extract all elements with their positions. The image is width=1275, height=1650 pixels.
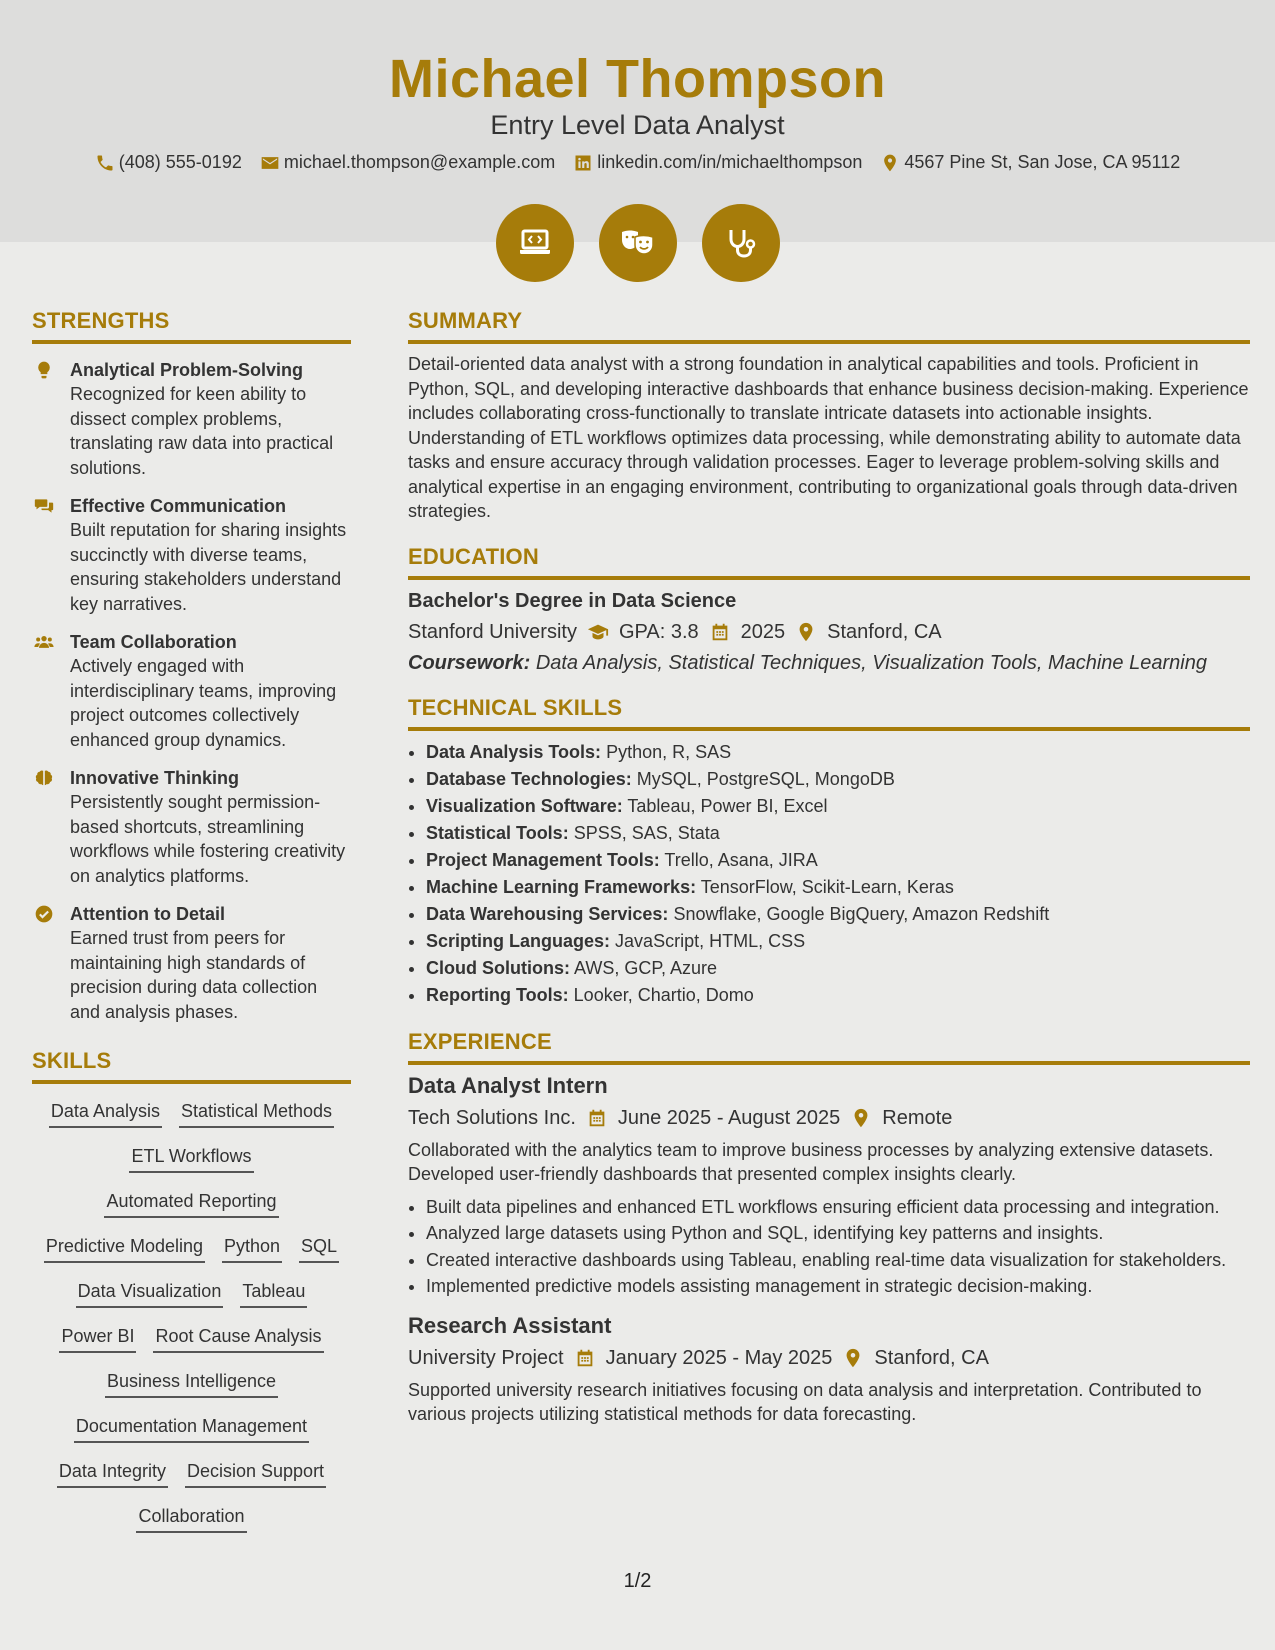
contact-linkedin[interactable] xyxy=(573,152,862,173)
comments-icon xyxy=(33,496,55,516)
technical-skills-heading: TECHNICAL SKILLS xyxy=(408,695,1250,731)
list-item: • Created interactive dashboards using Tableau, enabling real-time data visualization for stakeholders. xyxy=(426,1248,1250,1273)
strength-text: Persistently sought permission-based shortcuts, streamlining workflows while fostering creativity on analytics platforms. xyxy=(70,792,346,886)
job-dates: January 2025 - May 2025 xyxy=(605,1346,833,1369)
brain-icon xyxy=(33,768,55,788)
stethoscope-icon xyxy=(721,223,761,263)
envelope-icon xyxy=(260,153,280,173)
list-item xyxy=(426,955,1250,982)
tech-skill-value: JavaScript, HTML, CSS xyxy=(615,930,806,951)
skills-list xyxy=(32,1092,351,1542)
coursework xyxy=(408,652,1250,675)
coursework-list: Data Analysis, Statistical Techniques, Visualization Tools, Machine Learning xyxy=(535,651,1207,674)
education-heading: EDUCATION xyxy=(408,544,1250,580)
strengths-heading: STRENGTHS xyxy=(32,308,351,344)
list-item xyxy=(426,766,1250,793)
school-name: Stanford University xyxy=(408,620,577,643)
job-bullets xyxy=(408,1195,1250,1299)
strength-text: Recognized for keen ability to dissect complex problems, translating raw data into practical solutions. xyxy=(70,384,334,478)
strength-text: Earned trust from peers for maintaining high standards of precision during data collection and analysis phases. xyxy=(70,928,318,1022)
list-item xyxy=(426,820,1250,847)
phone-icon xyxy=(95,153,115,173)
tech-skill-label: Cloud Solutions: xyxy=(426,957,570,978)
contact-phone xyxy=(95,152,242,173)
strength-item xyxy=(32,494,351,616)
company-name: University Project xyxy=(408,1346,564,1369)
tech-skill-label: Database Technologies: xyxy=(426,768,632,789)
job-entry xyxy=(408,1313,1250,1427)
technical-skills-section xyxy=(408,695,1250,1009)
skill-chip: Decision Support xyxy=(185,1461,326,1488)
skill-chip: Data Analysis xyxy=(49,1101,162,1128)
email-text: michael.thompson@example.com xyxy=(283,152,556,172)
list-item xyxy=(426,739,1250,766)
tech-skill-label: Statistical Tools: xyxy=(426,822,569,843)
linkedin-icon xyxy=(573,153,593,173)
technical-skills-list xyxy=(408,739,1250,1009)
gpa: GPA: 3.8 xyxy=(618,620,699,643)
skill-chip: Data Visualization xyxy=(76,1281,224,1308)
contact-address xyxy=(880,152,1180,173)
laptop-code-icon xyxy=(515,223,555,263)
tech-skill-value: Trello, Asana, JIRA xyxy=(664,849,818,870)
contact-bar xyxy=(0,152,1275,173)
laptop-code-badge xyxy=(496,204,574,282)
skill-chip: Automated Reporting xyxy=(104,1191,278,1218)
calendar-icon xyxy=(574,1347,596,1369)
candidate-name: Michael Thompson xyxy=(388,49,887,109)
job-title: Research Assistant xyxy=(408,1312,612,1338)
skill-chip: Business Intelligence xyxy=(105,1371,278,1398)
list-item xyxy=(426,847,1250,874)
map-marker-icon xyxy=(880,153,900,173)
skill-chip: Python xyxy=(222,1236,282,1263)
tech-skill-value: Tableau, Power BI, Excel xyxy=(627,795,828,816)
strength-title: Attention to Detail xyxy=(70,904,225,924)
skill-chip: Documentation Management xyxy=(74,1416,309,1443)
calendar-icon xyxy=(586,1107,608,1129)
job-location: Remote xyxy=(882,1106,953,1129)
skill-chip: Tableau xyxy=(240,1281,307,1308)
map-marker-icon xyxy=(842,1347,864,1369)
check-circle-icon xyxy=(33,904,55,924)
left-column xyxy=(32,308,351,1542)
strength-title: Team Collaboration xyxy=(70,632,237,652)
contact-email[interactable] xyxy=(260,152,555,173)
page-number: 1/2 xyxy=(623,1570,652,1592)
skill-chip: Collaboration xyxy=(136,1506,246,1533)
tech-skill-value: Snowflake, Google BigQuery, Amazon Redshift xyxy=(673,903,1050,924)
skill-chip: Statistical Methods xyxy=(179,1101,334,1128)
tech-skill-label: Visualization Software: xyxy=(426,795,623,816)
job-meta xyxy=(408,1347,1250,1370)
school-location: Stanford, CA xyxy=(827,620,942,643)
job-entry xyxy=(408,1073,1250,1299)
tech-skill-label: Data Analysis Tools: xyxy=(426,741,602,762)
summary-text: Detail-oriented data analyst with a strong foundation in analytical capabilities and tools. Proficient in Python, SQL, and developing interactive dashboards that enhance business decision-making. Experience includes collaborating cross-functionally to translate intricate datasets into actionable insights. Understanding of ETL workflows optimizes data processing, while demonstrating ability to automate data tasks and ensure accuracy through validation processes. Eager to leverage problem-solving skills and analytical expertise in an engaging environment, contributing to organizational goals through data-driven strategies. xyxy=(408,354,1249,521)
skill-chip: SQL xyxy=(299,1236,339,1263)
tech-skill-label: Project Management Tools: xyxy=(426,849,660,870)
tech-skill-label: Scripting Languages: xyxy=(426,930,611,951)
address-text: 4567 Pine St, San Jose, CA 95112 xyxy=(904,152,1181,172)
strength-title: Innovative Thinking xyxy=(70,768,240,788)
degree-title: Bachelor's Degree in Data Science xyxy=(408,589,737,612)
tech-skill-label: Reporting Tools: xyxy=(426,984,569,1005)
job-dates: June 2025 - August 2025 xyxy=(617,1106,841,1129)
job-meta xyxy=(408,1107,1250,1130)
stethoscope-badge xyxy=(702,204,780,282)
tech-skill-label: Machine Learning Frameworks: xyxy=(426,876,697,897)
linkedin-text: linkedin.com/in/michaelthompson xyxy=(597,152,863,172)
experience-heading: EXPERIENCE xyxy=(408,1029,1250,1065)
list-item xyxy=(426,793,1250,820)
skill-chip: Data Integrity xyxy=(57,1461,168,1488)
interest-badges xyxy=(0,204,1275,282)
calendar-icon xyxy=(709,621,731,643)
experience-section xyxy=(408,1029,1250,1427)
tech-skill-value: Python, R, SAS xyxy=(606,741,732,762)
tech-skill-value: AWS, GCP, Azure xyxy=(574,957,718,978)
job-title: Data Analyst Intern xyxy=(408,1072,608,1098)
coursework-label: Coursework: xyxy=(408,651,531,674)
strength-item xyxy=(32,358,351,480)
list-item xyxy=(426,874,1250,901)
tech-skill-value: MySQL, PostgreSQL, MongoDB xyxy=(636,768,895,789)
skill-chip: ETL Workflows xyxy=(129,1146,253,1173)
graduation-cap-icon xyxy=(587,621,609,643)
job-description: Supported university research initiatives focusing on data analysis and interpretation. Contributed to various projects utilizing statistical methods for data forecasting. xyxy=(408,1379,1202,1424)
education-section xyxy=(408,544,1250,675)
list-item xyxy=(426,928,1250,955)
tech-skill-value: SPSS, SAS, Stata xyxy=(573,822,720,843)
phone-text: (408) 555-0192 xyxy=(118,152,242,172)
summary-heading: SUMMARY xyxy=(408,308,1250,344)
theater-masks-badge xyxy=(599,204,677,282)
strength-item xyxy=(32,902,351,1024)
right-column xyxy=(408,308,1250,1427)
job-description: Collaborated with the analytics team to improve business processes by analyzing extensive datasets. Developed user-friendly dashboards that presented complex insights clearly. xyxy=(408,1139,1214,1184)
list-item: • Built data pipelines and enhanced ETL workflows ensuring efficient data processing and integration. xyxy=(426,1195,1250,1220)
strength-item xyxy=(32,766,351,888)
list-item: • Implemented predictive models assisting management in strategic decision-making. xyxy=(426,1274,1250,1299)
tech-skill-value: TensorFlow, Scikit-Learn, Keras xyxy=(700,876,954,897)
skill-chip: Power BI xyxy=(59,1326,136,1353)
tech-skill-value: Looker, Chartio, Domo xyxy=(573,984,754,1005)
list-item xyxy=(426,901,1250,928)
map-marker-icon xyxy=(795,621,817,643)
summary-section xyxy=(408,308,1250,524)
education-meta xyxy=(408,621,1250,644)
tech-skill-label: Data Warehousing Services: xyxy=(426,903,669,924)
strength-text: Built reputation for sharing insights succinctly with diverse teams, ensuring stakeholders understand key narratives. xyxy=(70,520,347,614)
strength-text: Actively engaged with interdisciplinary teams, improving project outcomes collectively enhanced group dynamics. xyxy=(70,656,337,750)
company-name: Tech Solutions Inc. xyxy=(408,1106,576,1129)
job-location: Stanford, CA xyxy=(874,1346,989,1369)
skill-chip: Root Cause Analysis xyxy=(153,1326,323,1353)
theater-masks-icon xyxy=(618,223,658,263)
grad-year: 2025 xyxy=(740,620,786,643)
skills-heading: SKILLS xyxy=(32,1048,351,1084)
strength-title: Effective Communication xyxy=(70,496,287,516)
list-item xyxy=(426,982,1250,1009)
map-marker-icon xyxy=(850,1107,872,1129)
job-role: Entry Level Data Analyst xyxy=(490,110,785,140)
list-item: • Analyzed large datasets using Python and SQL, identifying key patterns and insights. xyxy=(426,1221,1250,1246)
users-icon xyxy=(33,632,55,652)
strength-title: Analytical Problem-Solving xyxy=(70,360,304,380)
lightbulb-icon xyxy=(33,360,55,380)
strength-item xyxy=(32,630,351,752)
skill-chip: Predictive Modeling xyxy=(44,1236,205,1263)
